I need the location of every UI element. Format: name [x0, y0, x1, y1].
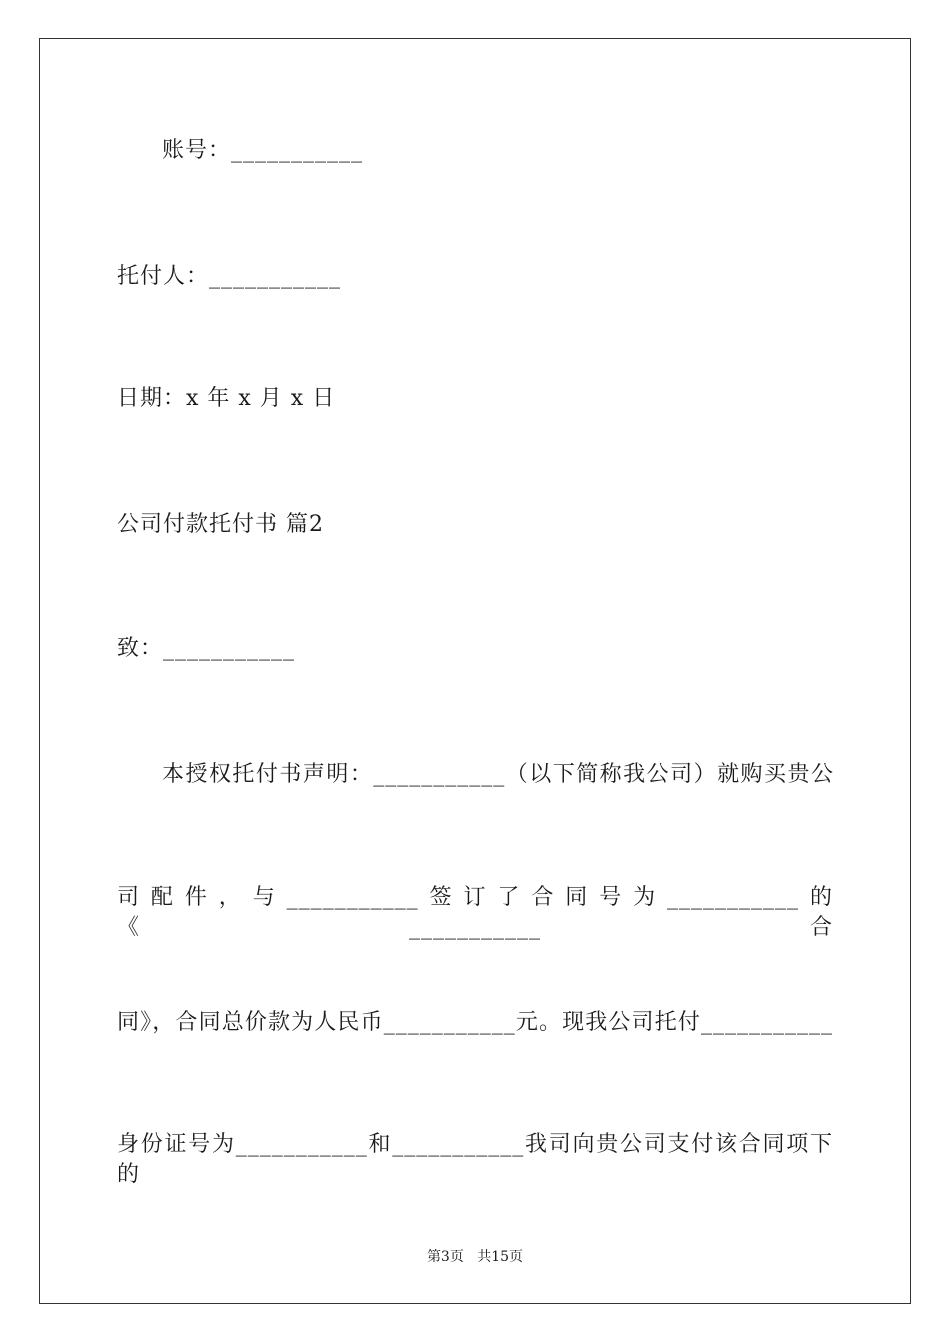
addressee-line: 致：___________ — [117, 636, 296, 661]
entrustor-line: 托付人：___________ — [117, 264, 342, 289]
account-line: 账号：___________ — [162, 138, 364, 163]
paragraph-line-3: 同》，合同总价款为人民币___________元。现我公司托付___________ — [117, 1010, 833, 1035]
paragraph-line-2: 司配件，与___________签订了合同号为___________的《___________合 — [117, 885, 833, 940]
section-title: 公司付款托付书 篇2 — [117, 512, 324, 537]
page-number: 第3页 — [426, 1249, 464, 1265]
page-total: 共15页 — [477, 1249, 524, 1265]
date-line: 日期：x 年 x 月 x 日 — [117, 386, 336, 411]
page-frame — [39, 38, 911, 1304]
paragraph-line-1: 本授权托付书声明：___________（以下简称我公司）就购买贵公 — [162, 762, 834, 787]
page-footer — [0, 1248, 950, 1266]
paragraph-line-4: 身份证号为___________和___________我司向贵公司支付该合同项下的 — [117, 1132, 833, 1187]
